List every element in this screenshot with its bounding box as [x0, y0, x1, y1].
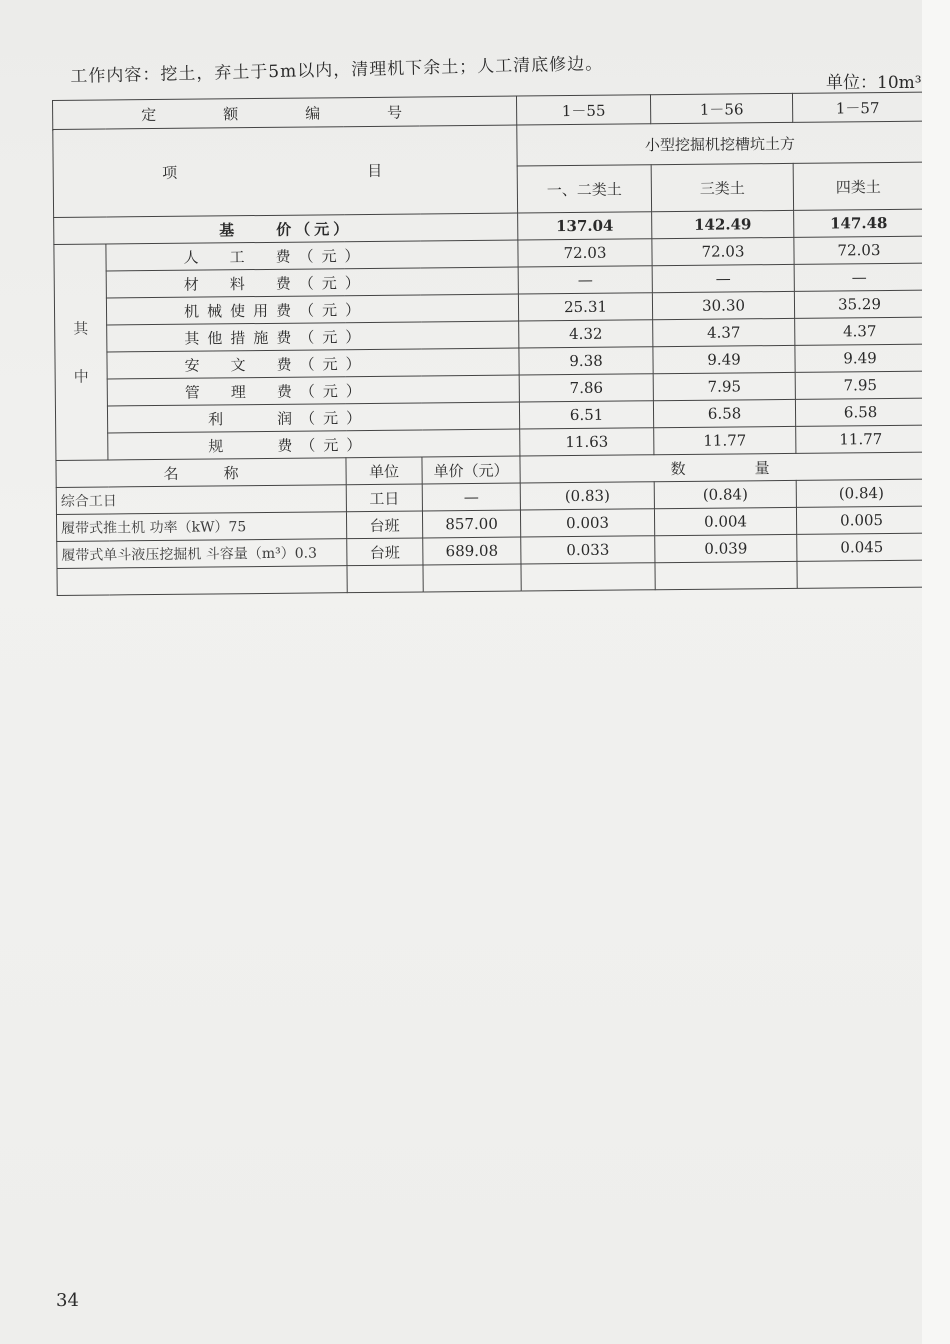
resource-qty: 0.033 [521, 536, 655, 564]
cost-label: 机械使用费（元） [106, 294, 518, 325]
side-label [54, 244, 108, 460]
resource-qty: 0.004 [654, 507, 796, 535]
base-price-cell: 142.49 [652, 210, 794, 238]
resource-name: 履带式推土机 功率（kW）75 [56, 512, 346, 542]
cost-label: 材 料 费（元） [106, 267, 518, 298]
cost-value: 35.29 [794, 290, 924, 318]
item-label: 项 目 [53, 125, 518, 217]
cost-value: 9.49 [795, 344, 925, 372]
cost-label: 管 理 费（元） [107, 375, 519, 406]
empty-cell [423, 564, 521, 592]
empty-cell [655, 561, 797, 589]
cost-value: 6.51 [519, 401, 653, 429]
unit-label: 单位：10m³ [826, 73, 922, 93]
resource-price: 857.00 [422, 510, 520, 538]
base-price-cell: 137.04 [518, 212, 652, 240]
soil-type-cell: 四类土 [793, 162, 923, 210]
empty-cell [57, 566, 347, 596]
cost-value: 7.86 [519, 374, 653, 402]
resource-name-header: 名 称 [56, 458, 346, 488]
resource-name: 综合工日 [56, 485, 346, 515]
resource-qty: (0.83) [520, 482, 654, 510]
page-edge [922, 0, 950, 1344]
resource-price: — [422, 483, 520, 511]
resource-qty: 0.003 [520, 509, 654, 537]
cost-label: 安 文 费（元） [107, 348, 519, 379]
resource-price: 689.08 [423, 537, 521, 565]
resource-price-header: 单价（元） [422, 456, 520, 484]
base-price-label: 基 价（元） [54, 213, 518, 244]
resource-qty: 0.005 [796, 506, 926, 534]
cost-value: 9.38 [519, 347, 653, 375]
resource-qty: 0.039 [655, 534, 797, 562]
cost-value: 9.49 [653, 345, 795, 373]
cost-value: 11.63 [520, 428, 654, 456]
quota-table-wrapper [52, 92, 934, 1314]
cost-value: — [518, 266, 652, 294]
cost-value: 4.37 [653, 318, 795, 346]
cost-value: 4.32 [519, 320, 653, 348]
empty-cell [521, 563, 655, 591]
resource-qty: 0.045 [797, 533, 927, 561]
code-cell: 1－56 [650, 93, 792, 123]
cost-label: 人 工 费（元） [106, 240, 518, 271]
cost-value: 72.03 [518, 239, 652, 267]
cost-value: 72.03 [794, 236, 924, 264]
code-row-label: 定 额 编 号 [53, 96, 517, 129]
cost-value: 7.95 [795, 371, 925, 399]
cost-value: 4.37 [795, 317, 925, 345]
resource-name: 履带式单斗液压挖掘机 斗容量（m³）0.3 [57, 539, 347, 569]
page-number: 34 [56, 1290, 79, 1311]
cost-label: 其他措施费（元） [107, 321, 519, 352]
cost-value: 6.58 [795, 398, 925, 426]
resource-qty: (0.84) [796, 479, 926, 507]
soil-type-cell: 一、二类土 [517, 165, 651, 213]
cost-value: — [794, 263, 924, 291]
cost-value: 25.31 [518, 293, 652, 321]
cost-label: 规 费（元） [108, 429, 520, 460]
resource-unit: 台班 [347, 538, 423, 566]
resource-unit: 工日 [346, 484, 422, 512]
empty-cell [347, 565, 423, 593]
resource-qty-header: 数 量 [520, 452, 926, 483]
resource-qty: (0.84) [654, 480, 796, 508]
cost-value: — [652, 264, 794, 292]
quota-table [52, 92, 928, 596]
empty-cell [797, 560, 927, 588]
cost-value: 7.95 [653, 372, 795, 400]
code-cell: 1－57 [792, 92, 922, 122]
cost-value: 72.03 [652, 237, 794, 265]
resource-unit: 台班 [346, 511, 422, 539]
side-label-top: 其 [73, 319, 89, 338]
cost-value: 11.77 [654, 426, 796, 454]
cost-value: 30.30 [652, 291, 794, 319]
cost-label: 利 润（元） [107, 402, 519, 433]
work-content-text: 工作内容：挖土，弃土于5m以内，清理机下余土；人工清底修边。 [70, 53, 604, 87]
base-price-cell: 147.48 [794, 209, 924, 237]
resource-unit-header: 单位 [346, 457, 422, 485]
code-cell: 1－55 [516, 95, 650, 125]
cost-value: 11.77 [796, 425, 926, 453]
group-title: 小型挖掘机挖槽坑土方 [517, 121, 923, 166]
soil-type-cell: 三类土 [651, 163, 793, 211]
side-label-bottom: 中 [73, 367, 89, 386]
cost-value: 6.58 [653, 399, 795, 427]
